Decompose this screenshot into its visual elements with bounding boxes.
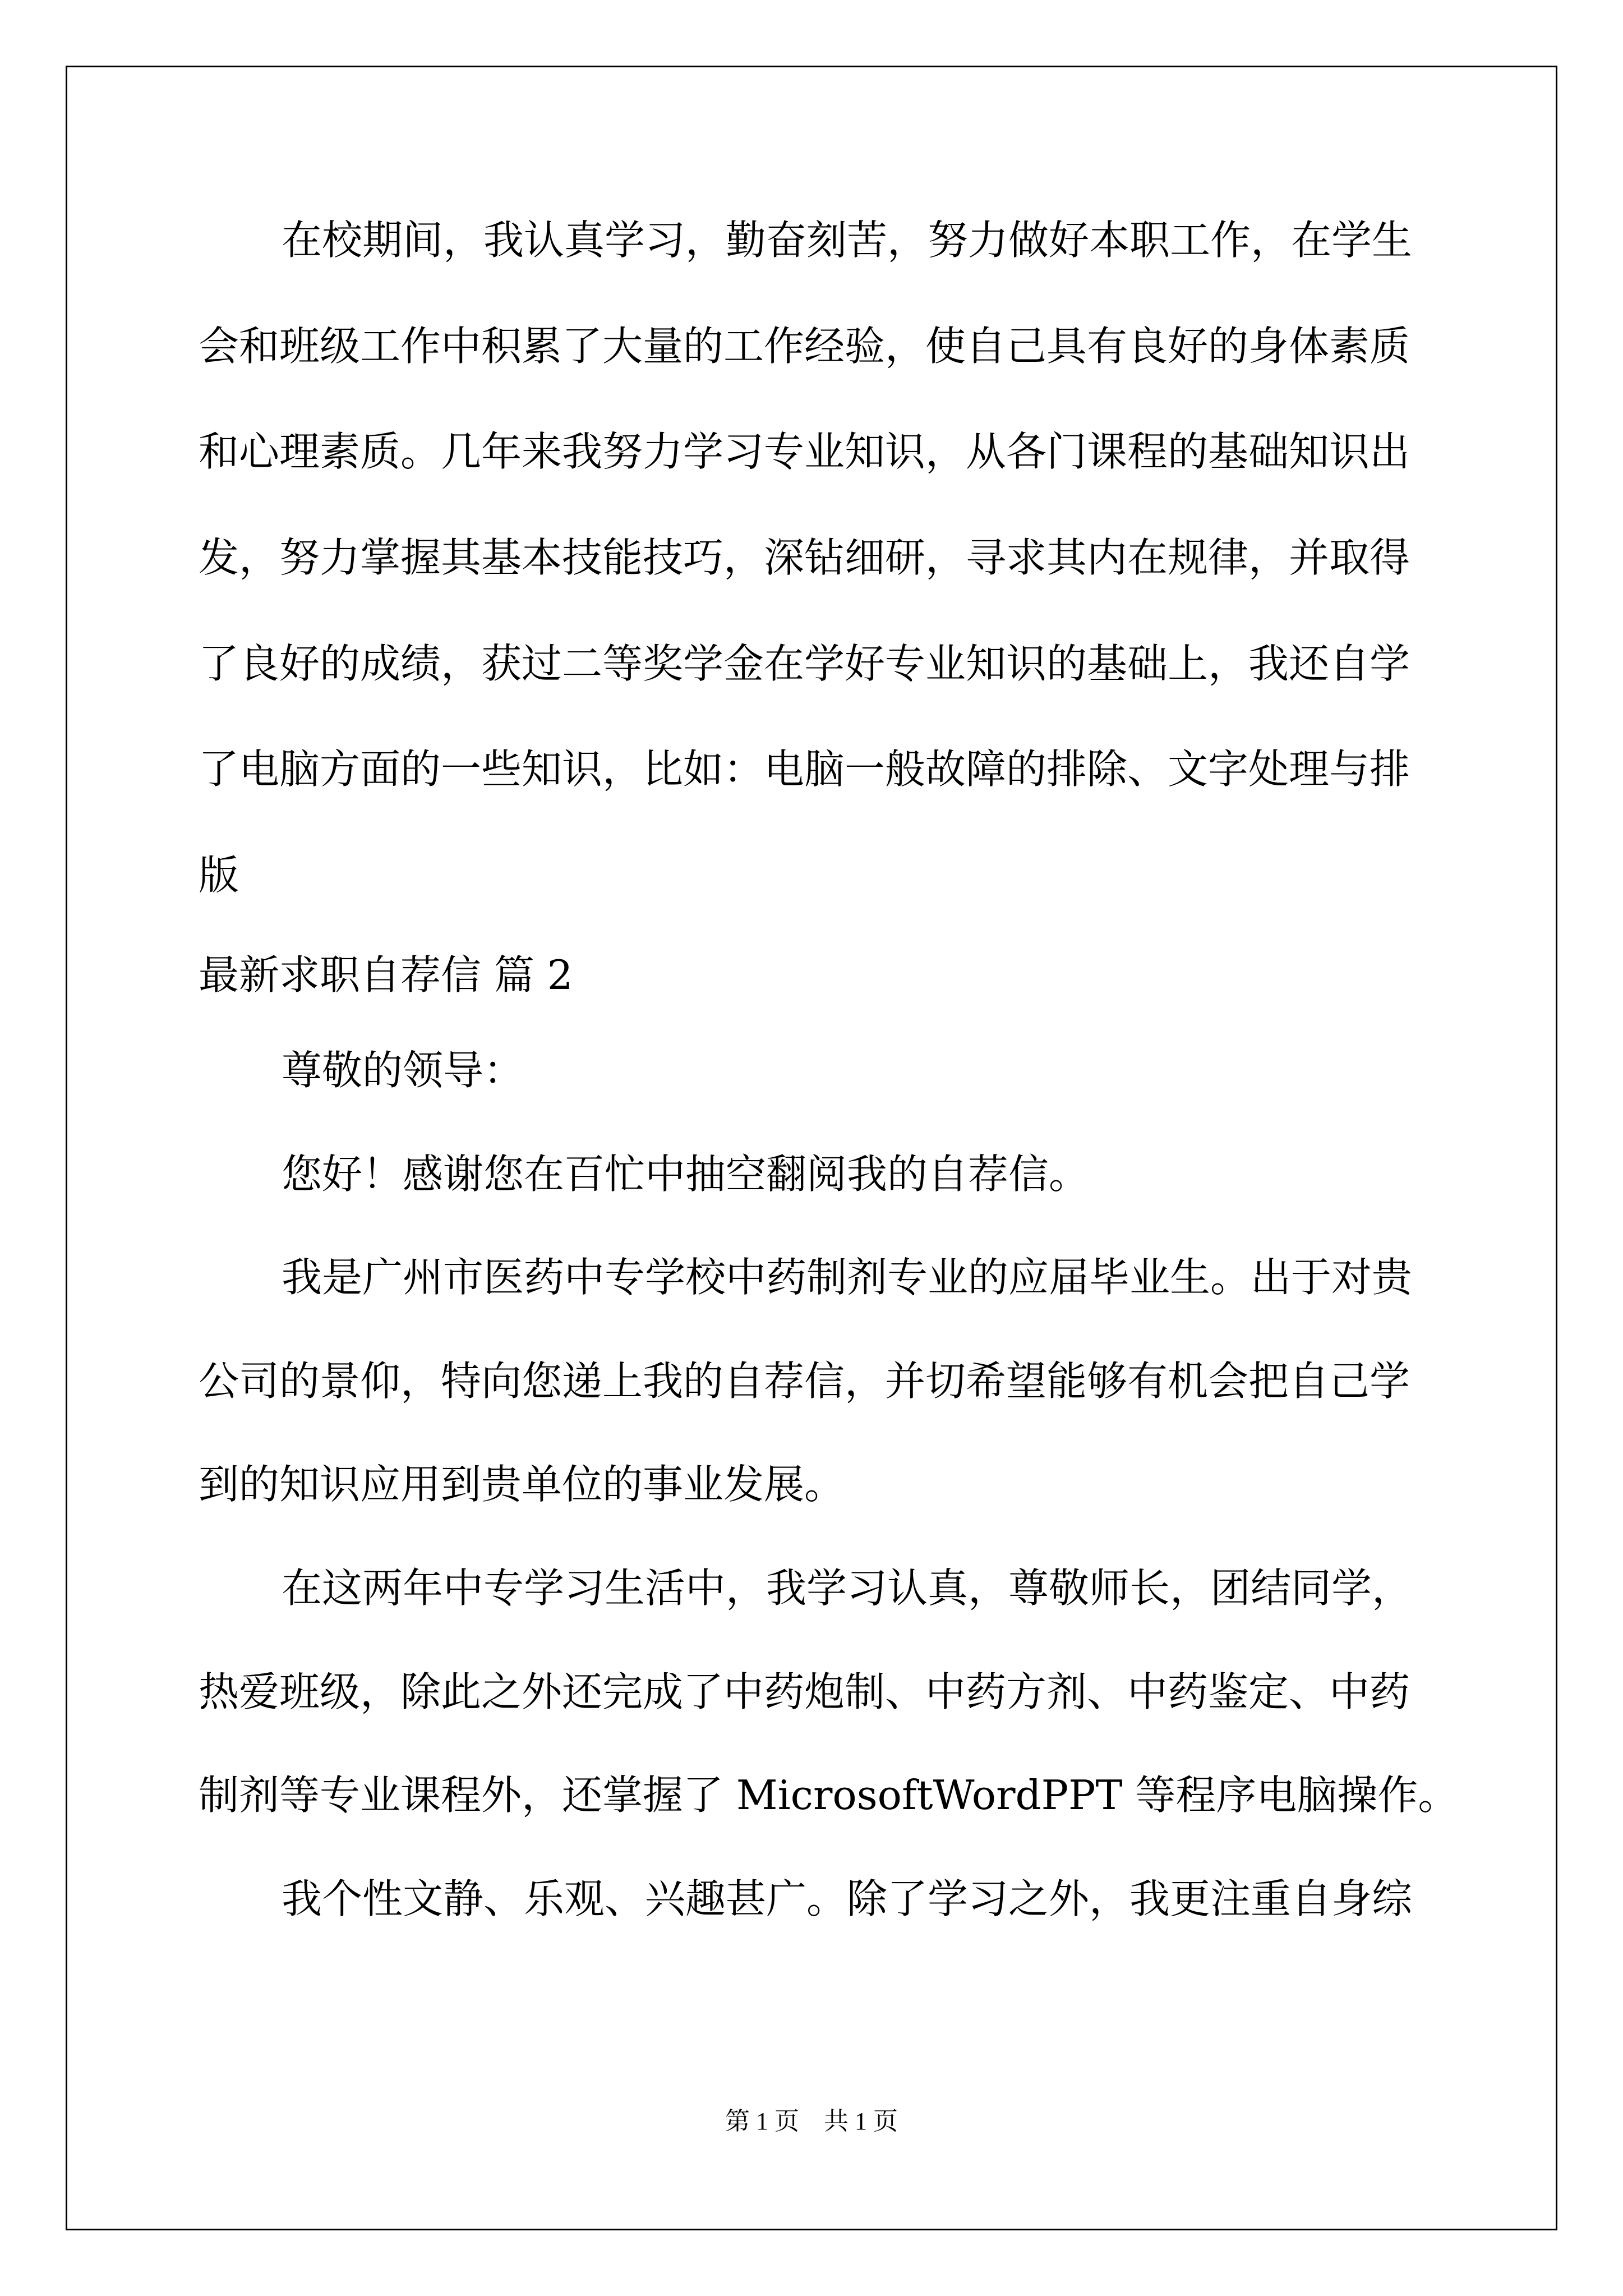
- text-line: 了良好的成绩，获过二等奖学金在学好专业知识的基础上，我还自学: [199, 640, 1410, 687]
- text-line: 我个性文静、乐观、兴趣甚广。除了学习之外，我更注重自身综: [282, 1875, 1413, 1922]
- salutation: 尊敬的领导：: [282, 1047, 524, 1094]
- text-line: 在这两年中专学习生活中，我学习认真，尊敬师长，团结同学，: [282, 1565, 1413, 1612]
- page-footer: 第 1 页 共 1 页: [725, 2108, 898, 2135]
- text-line: 热爱班级，除此之外还完成了中药炮制、中药方剂、中药鉴定、中药: [199, 1668, 1410, 1715]
- text-line: 我是广州市医药中专学校中药制剂专业的应届毕业生。出于对贵: [282, 1254, 1413, 1301]
- text-line: 制剂等专业课程外，还掌握了 MicrosoftWordPPT 等程序电脑操作。: [199, 1772, 1459, 1819]
- section-heading: 最新求职自荐信 篇 2: [199, 951, 573, 999]
- text-line: 公司的景仰，特向您递上我的自荐信，并切希望能够有机会把自己学: [199, 1358, 1410, 1405]
- text-line: 了电脑方面的一些知识，比如：电脑一般故障的排除、文字处理与排: [199, 746, 1410, 793]
- text-line: 到的知识应用到贵单位的事业发展。: [199, 1461, 845, 1508]
- text-line: 会和班级工作中积累了大量的工作经验，使自己具有良好的身体素质: [199, 323, 1410, 370]
- text-line: 版: [199, 852, 239, 899]
- greeting-line: 您好！感谢您在百忙中抽空翻阅我的自荐信。: [282, 1151, 1090, 1198]
- text-line: 在校期间，我认真学习，勤奋刻苦，努力做好本职工作，在学生: [282, 217, 1413, 264]
- text-line: 和心理素质。几年来我努力学习专业知识，从各门课程的基础知识出: [199, 428, 1410, 475]
- text-line: 发，努力掌握其基本技能技巧，深钻细研，寻求其内在规律，并取得: [199, 534, 1410, 581]
